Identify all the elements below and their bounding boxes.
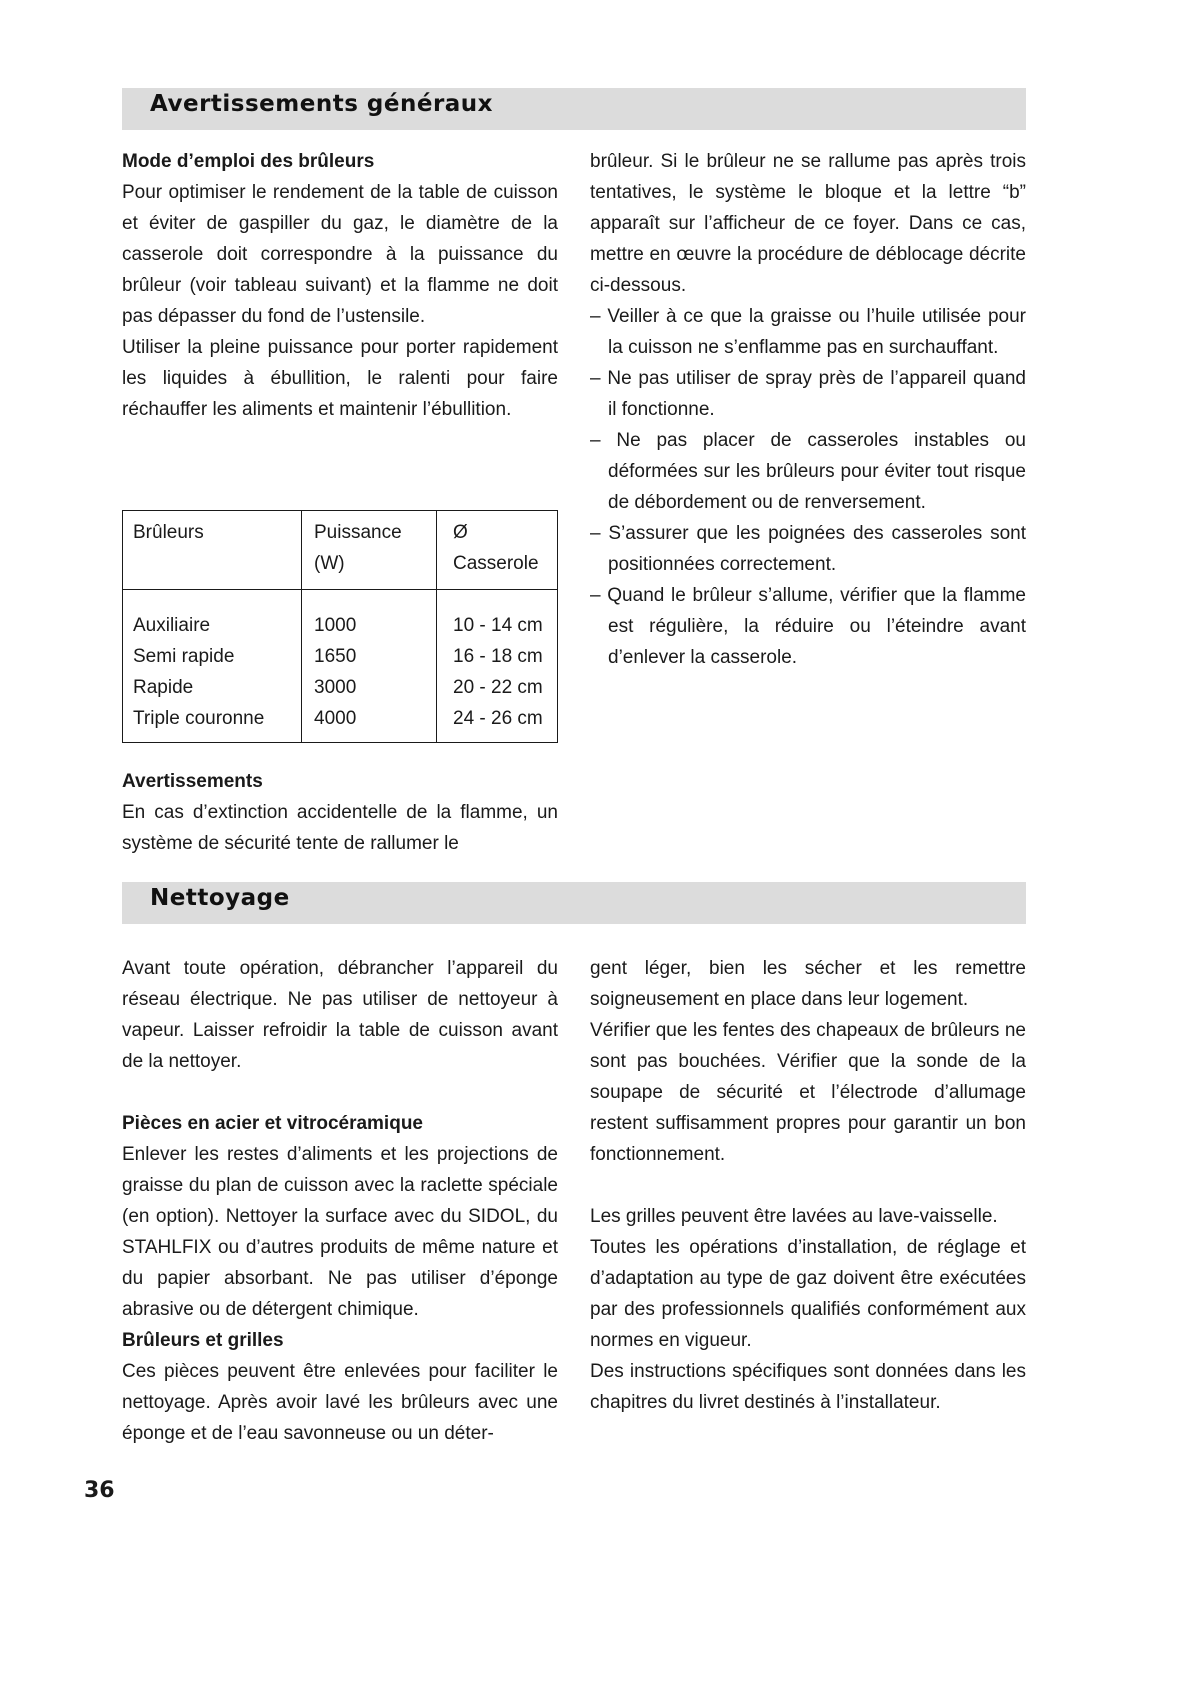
burner-usage-block: [122, 146, 558, 425]
paragraph-spacer: [122, 1077, 558, 1108]
warnings-heading: Avertissements: [122, 771, 263, 792]
cleaning-right-block: [590, 953, 1026, 1418]
steel-parts-heading: Pièces en acier et vitrocéramique: [122, 1113, 423, 1134]
table-cell-name: Auxiliaire: [133, 615, 211, 636]
table-header-diameter-text: Ø Casserole: [453, 522, 539, 574]
burner-usage-paragraph-1: Pour optimiser le rendement de la table de cuisson et éviter de gaspiller du gaz, le diamètre de la casserole doit correspondre à la puissance du brûleur (voir tableau suivant) et la flamme ne doit pas dépasser du fond de l’ustensile.: [122, 182, 558, 327]
warning-bullet: – Veiller à ce que la graisse ou l’huile utilisée pour la cuisson ne s’enflamme pas en surchauffant.: [590, 306, 1026, 358]
burners-grills-text-continued: gent léger, bien les sécher et les remettre soigneusement en place dans leur logement.: [590, 958, 1026, 1010]
warning-bullet: – Ne pas utiliser de spray près de l’appareil quand il fonctionne.: [590, 368, 1026, 420]
cleaning-intro: Avant toute opération, débrancher l’appareil du réseau électrique. Ne pas utiliser de nettoyeur à vapeur. Laisser refroidir la table de cuisson avant de la nettoyer.: [122, 958, 558, 1072]
table-cell-name: Rapide: [133, 677, 194, 698]
table-cell-power: 4000: [314, 708, 357, 729]
warnings-paragraph: En cas d’extinction accidentelle de la flamme, un système de sécurité tente de rallumer le: [122, 802, 558, 854]
warnings-paragraph-continued: brûleur. Si le brûleur ne se rallume pas après trois tentatives, le système le bloque et la lettre “b” apparaît sur l’afficheur de ce foyer. Dans ce cas, mettre en œuvre la procédure de déblocage décrite ci-dessous.: [590, 151, 1026, 296]
steel-parts-text: Enlever les restes d’aliments et les projections de graisse du plan de cuisson avec la raclette spéciale (en option). Nettoyer la surface avec du SIDOL, du STAHLFIX ou d’autres produits de même nature et du papier absorbant. Ne pas utiliser d’éponge abrasive ou de détergent chimique.: [122, 1144, 558, 1320]
table-header-power-text: Puissance (W): [314, 522, 402, 574]
table-col-power: [302, 590, 437, 743]
warnings-block: [122, 766, 558, 859]
installer-instructions-text: Des instructions spécifiques sont données dans les chapitres du livret destinés à l’installateur.: [590, 1361, 1026, 1413]
table-col-burner-names: [123, 590, 302, 743]
table-body-row: [123, 590, 558, 743]
section-banner-warnings: [122, 88, 1026, 130]
table-header-burners: Brûleurs: [123, 511, 302, 590]
paragraph-spacer: [590, 1170, 1026, 1201]
table-cell-diameter: 10 - 14 cm: [453, 615, 543, 636]
table-cell-diameter: 24 - 26 cm: [453, 708, 543, 729]
table-cell-diameter: 16 - 18 cm: [453, 646, 543, 667]
table-header-diameter: [437, 511, 558, 590]
table-col-diameter: [437, 590, 558, 743]
table-cell-diameter: 20 - 22 cm: [453, 677, 543, 698]
cleaning-left-block: [122, 953, 558, 1449]
burner-table: [122, 510, 558, 743]
burner-usage-paragraph-2: Utiliser la pleine puissance pour porter rapidement les liquides à ébullition, le ralenti pour faire réchauffer les aliments et maintenir l’ébullition.: [122, 337, 558, 420]
table-cell-name: Semi rapide: [133, 646, 235, 667]
warning-bullet: – Quand le brûleur s’allume, vérifier que la flamme est régulière, la réduire ou l’éteindre avant d’enlever la casserole.: [590, 585, 1026, 668]
grills-dishwasher-text: Les grilles peuvent être lavées au lave-vaisselle.: [590, 1206, 998, 1227]
table-cell-power: 3000: [314, 677, 357, 698]
warning-bullet: – Ne pas placer de casseroles instables ou déformées sur les brûleurs pour éviter tout risque de débordement ou de renversement.: [590, 430, 1026, 513]
page-number: 36: [84, 1478, 115, 1503]
table-cell-name: Triple couronne: [133, 708, 265, 729]
table-header-row: [123, 511, 558, 590]
table-header-power: [302, 511, 437, 590]
section-title-warnings: Avertissements généraux: [150, 91, 494, 117]
section-banner-cleaning: [122, 882, 1026, 924]
burners-grills-text: Ces pièces peuvent être enlevées pour faciliter le nettoyage. Après avoir lavé les brûleurs avec une éponge et de l’eau savonneuse ou un déter-: [122, 1361, 558, 1444]
check-slots-text: Vérifier que les fentes des chapeaux de brûleurs ne sont pas bouchées. Vérifier que la sonde de la soupape de sécurité et l’électrode d’allumage restent suffisamment propres pour garantir un bon fonctionnement.: [590, 1020, 1026, 1165]
warning-bullet: – S’assurer que les poignées des casseroles sont positionnées correctement.: [590, 523, 1026, 575]
installation-text: Toutes les opérations d’installation, de réglage et d’adaptation au type de gaz doivent être exécutées par des professionnels qualifiés conformément aux normes en vigueur.: [590, 1237, 1026, 1351]
burner-usage-heading: Mode d’emploi des brûleurs: [122, 151, 375, 172]
burners-grills-heading: Brûleurs et grilles: [122, 1330, 284, 1351]
section-title-cleaning: Nettoyage: [150, 885, 290, 911]
table-cell-power: 1650: [314, 646, 357, 667]
table-cell-power: 1000: [314, 615, 357, 636]
warnings-continued-block: [590, 146, 1026, 673]
